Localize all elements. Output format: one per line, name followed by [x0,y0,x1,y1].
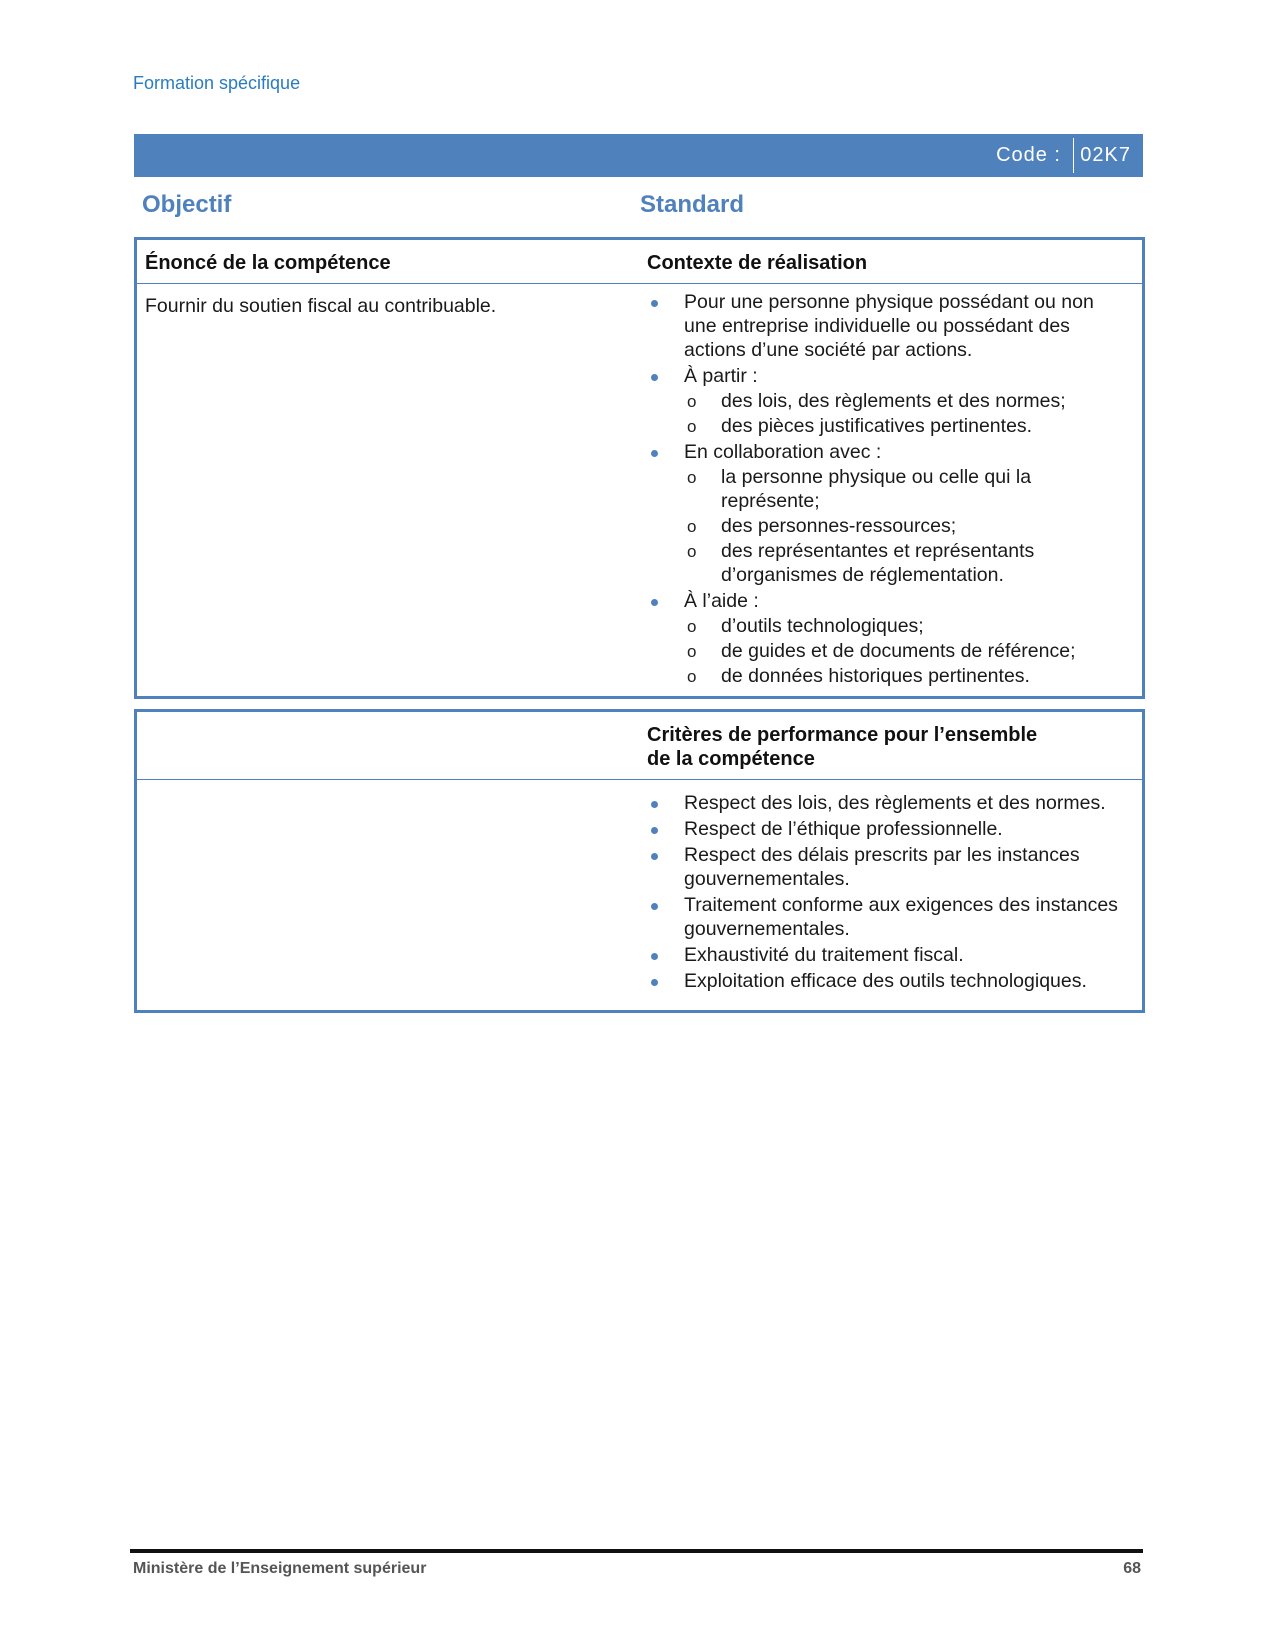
bullet-icon [651,953,658,960]
context-sublist [684,389,1127,438]
bullet-icon [651,599,658,606]
context-item [647,364,1127,438]
context-subitem [684,614,1127,638]
code-separator [1073,138,1074,173]
context-subitem-text: de guides et de documents de référence; [721,640,1076,662]
bullet-icon [651,903,658,910]
footer-page-number: 68 [1123,1560,1141,1577]
context-list-container [647,290,1127,690]
context-subitem [684,514,1127,538]
bullet-icon [651,300,658,307]
criteria-list-container [647,791,1127,995]
criteria-heading-line1: Critères de performance pour l’ensemble [647,724,1038,746]
bullet-icon [651,853,658,860]
circle-bullet-icon: o [687,468,697,487]
criteria-item-text: Respect des lois, des règlements et des normes. [684,792,1106,814]
circle-bullet-icon: o [687,417,697,436]
context-subitem-text: la personne physique ou celle qui la représente; [721,466,1032,512]
objectif-heading: Objectif [142,191,232,218]
context-subitem-text: des représentantes et représentants d’organismes de réglementation. [721,540,1035,586]
competence-table [134,237,1145,699]
context-subitem [684,639,1127,663]
criteria-list [647,791,1127,993]
context-subitem [684,389,1127,413]
bullet-icon [651,374,658,381]
circle-bullet-icon: o [687,642,697,661]
context-subitem-text: des pièces justificatives pertinentes. [721,415,1033,437]
context-sublist [684,614,1127,688]
criteria-item [647,843,1127,891]
context-item-text: Pour une personne physique possédant ou non une entreprise individuelle ou possédant des actions d’une société par actions. [684,291,1094,361]
code-label: Code : [996,144,1061,166]
context-list [647,290,1127,688]
criteria-item-text: Respect de l’éthique professionnelle. [684,818,1003,840]
context-item-text: À partir : [684,365,758,387]
context-subitem-text: des lois, des règlements et des normes; [721,390,1066,412]
competence-statement: Fournir du soutien fiscal au contribuable. [145,295,497,317]
criteria-table [134,709,1145,1013]
footer-rule [130,1549,1143,1553]
section-title: Formation spécifique [133,73,301,93]
criteria-heading [647,723,1037,771]
criteria-item-text: Traitement conforme aux exigences des instances gouvernementales. [684,894,1118,940]
code-bar [134,134,1143,177]
context-sublist [684,465,1127,587]
circle-bullet-icon: o [687,517,697,536]
criteria-item [647,817,1127,841]
criteria-item [647,943,1127,967]
code-value: 02K7 [1080,144,1131,166]
criteria-table-header [137,712,1142,780]
criteria-item [647,893,1127,941]
statement-heading: Énoncé de la compétence [145,252,391,274]
criteria-item [647,791,1127,815]
competence-table-header [137,240,1142,284]
context-subitem [684,414,1127,438]
context-subitem [684,664,1127,688]
context-subitem-text: de données historiques pertinentes. [721,665,1030,687]
bullet-icon [651,801,658,808]
context-subitem-text: d’outils technologiques; [721,615,924,637]
context-item [647,290,1127,362]
standard-heading: Standard [640,191,745,218]
context-item-text: En collaboration avec : [684,441,882,463]
bullet-icon [651,979,658,986]
criteria-item-text: Exploitation efficace des outils technologiques. [684,970,1087,992]
context-item [647,440,1127,587]
context-subitem [684,539,1127,587]
context-item [647,589,1127,688]
context-subitem [684,465,1127,513]
bullet-icon [651,827,658,834]
circle-bullet-icon: o [687,667,697,686]
criteria-heading-line2: de la compétence [647,748,815,770]
criteria-item-text: Respect des délais prescrits par les instances gouvernementales. [684,844,1080,890]
context-item-text: À l’aide : [684,590,759,612]
context-subitem-text: des personnes-ressources; [721,515,957,537]
circle-bullet-icon: o [687,392,697,411]
bullet-icon [651,450,658,457]
criteria-item-text: Exhaustivité du traitement fiscal. [684,944,964,966]
circle-bullet-icon: o [687,542,697,561]
circle-bullet-icon: o [687,617,697,636]
footer-publisher: Ministère de l’Enseignement supérieur [133,1560,427,1577]
criteria-item [647,969,1127,993]
context-heading: Contexte de réalisation [647,252,868,274]
